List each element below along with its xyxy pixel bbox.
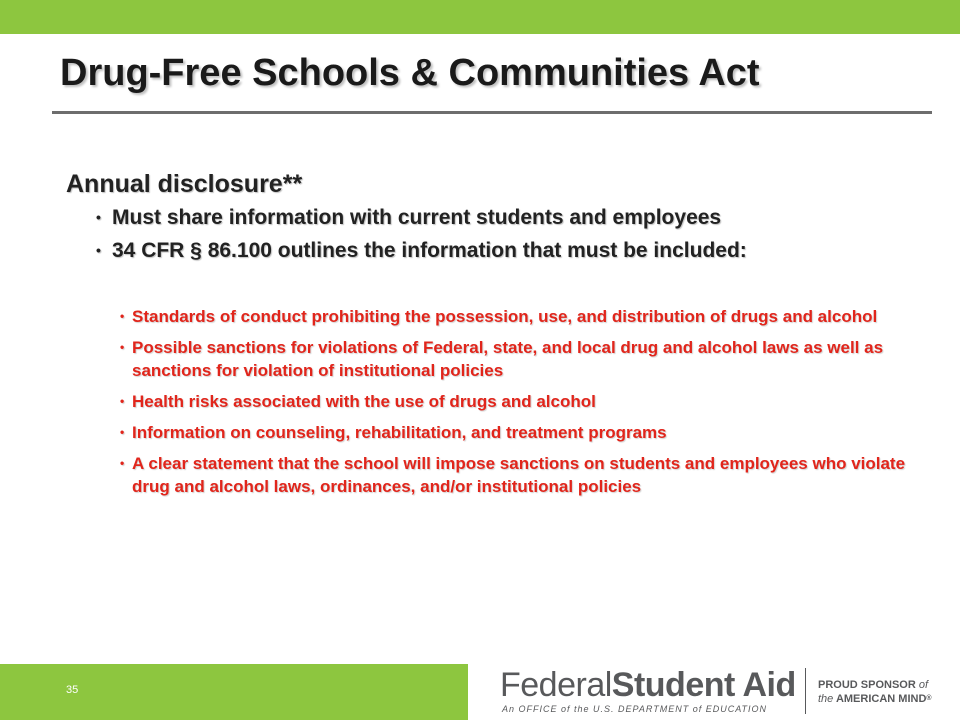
logo-word-federal: Federal: [500, 666, 612, 704]
logo-subtitle: An OFFICE of the U.S. DEPARTMENT of EDUCATION: [502, 704, 768, 714]
logo-wordmark: [500, 666, 796, 705]
logo-word-student-aid: Student Aid: [611, 666, 796, 704]
bullet-dot-icon: •: [120, 394, 125, 408]
logo-divider: [805, 668, 806, 714]
sponsor-line-1: PROUD SPONSOR of: [818, 679, 929, 691]
bullet-dot-icon: •: [120, 425, 125, 439]
sponsor-tagline: [818, 678, 932, 706]
sub-bullet-text: Possible sanctions for violations of Federal, state, and local drug and alcohol laws as well as sanctions for violation of institutional policies: [132, 338, 884, 380]
slide-title: Drug-Free Schools & Communities Act: [60, 52, 760, 94]
sub-bullet-list: [66, 305, 906, 498]
main-bullet-text: 34 CFR § 86.100 outlines the information that must be included:: [112, 239, 747, 262]
sub-bullet: [66, 421, 906, 444]
bullet-dot-icon: •: [120, 309, 125, 323]
title-divider: [52, 111, 932, 114]
bullet-dot-icon: •: [96, 209, 101, 225]
sub-bullet: [66, 452, 906, 498]
page-number: 35: [66, 684, 79, 696]
bullet-dot-icon: •: [96, 242, 101, 258]
top-accent-bar: [0, 0, 960, 34]
main-bullet-list: [66, 205, 906, 263]
slide-content: [66, 170, 906, 506]
sub-bullet-text: Health risks associated with the use of drugs and alcohol: [132, 392, 596, 411]
sub-bullet: [66, 305, 906, 328]
bullet-dot-icon: •: [120, 456, 125, 470]
sponsor-line-2: the AMERICAN MIND®: [818, 693, 932, 705]
federal-student-aid-logo: [500, 664, 950, 720]
main-bullet: [66, 205, 906, 230]
main-bullet: [66, 238, 906, 263]
registered-mark: ®: [926, 695, 932, 702]
sub-bullet: [66, 390, 906, 413]
sub-bullet-text: A clear statement that the school will impose sanctions on students and employees who violate drug and alcohol laws, ordinances, and/or institutional policies: [132, 454, 906, 496]
sub-bullet: [66, 336, 906, 382]
sub-bullet-text: Information on counseling, rehabilitation, and treatment programs: [132, 423, 667, 442]
bullet-dot-icon: •: [120, 340, 125, 354]
main-bullet-text: Must share information with current students and employees: [112, 206, 722, 229]
sub-bullet-text: Standards of conduct prohibiting the possession, use, and distribution of drugs and alcohol: [132, 307, 878, 326]
section-heading: Annual disclosure**: [66, 170, 303, 198]
